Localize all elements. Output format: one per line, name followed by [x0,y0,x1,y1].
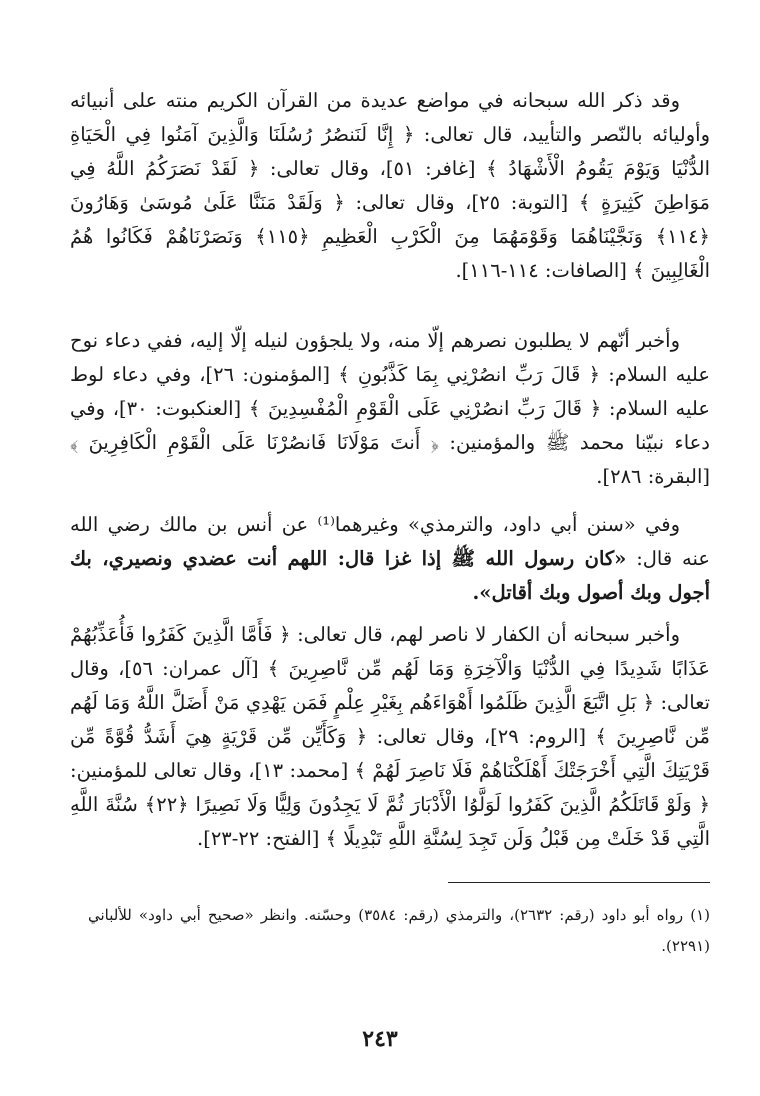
paragraph-3 [70,508,710,608]
paragraph-1 [70,84,710,310]
footnote-text: (١) رواه أبو داود (رقم: ٢٦٣٢)، والترمذي (رقم: ٣٥٨٤) وحسّنه. وانظر «صحيح أبي داود» للألباني (٢٢٩١). [88,906,711,955]
footnote-separator [448,882,710,883]
footnote [88,900,710,962]
paragraph-2-text: وأخبر أنّهم لا يطلبون نصرهم إلّا منه، ولا يلجؤون لنيله إلّا إليه، ففي دعاء نوح عليه السلام: ﴿ قَالَ رَبِّ انصُرْنِي بِمَا كَذَّبُونِ ﴾ [المؤمنون: ٢٦]، وفي دعاء لوط عليه السلام: ﴿ قَالَ رَبِّ انصُرْنِي عَلَى الْقَوْمِ الْمُفْسِدِينَ ﴾ [العنكبوت: ٣٠]، وفي دعاء نبيّنا محمد ﷺ والمؤمنين: ﴿ أَنتَ مَوْلَانَا فَانصُرْنَا عَلَى الْقَوْمِ الْكَافِرِينَ ﴾ [البقرة: ٢٨٦]. [70,329,710,488]
page-number: ٢٤٣ [362,1026,398,1052]
paragraph-3-text: وفي «سنن أبي داود، والترمذي» وغيرهما⁽¹⁾ عن أنس بن مالك رضي الله عنه قال: [70,513,710,570]
paragraph-1-text: وقد ذكر الله سبحانه في مواضع عديدة من القرآن الكريم منته على أنبيائه وأوليائه بالنّصر والتأييد، قال تعالى: ﴿ إِنَّا لَنَنصُرُ رُسُلَنَا وَالَّذِينَ آمَنُوا فِي الْحَيَاةِ الدُّنْيَا وَيَوْمَ يَقُومُ الْأَشْهَادُ ﴾ [غافر: ٥١]، وقال تعالى: ﴿ لَقَدْ نَصَرَكُمُ اللَّهُ فِي مَوَاطِنَ كَثِيرَةٍ ﴾ [التوبة: ٢٥]، وقال تعالى: ﴿ وَلَقَدْ مَنَنَّا عَلَىٰ مُوسَىٰ وَهَارُونَ ﴿١١٤﴾ وَنَجَّيْنَاهُمَا وَقَوْمَهُمَا مِنَ الْكَرْبِ الْعَظِيمِ ﴿١١٥﴾ وَنَصَرْنَاهُمْ فَكَانُوا هُمُ الْغَالِبِينَ ﴾ [الصافات: ١١٤-١١٦]. [70,89,710,282]
paragraph-4-text: وأخبر سبحانه أن الكفار لا ناصر لهم، قال تعالى: ﴿ فَأَمَّا الَّذِينَ كَفَرُوا فَأُعَذِّبُهُمْ عَذَابًا شَدِيدًا فِي الدُّنْيَا وَالْآخِرَةِ وَمَا لَهُم مِّن نَّاصِرِينَ ﴾ [آل عمران: ٥٦]، وقال تعالى: ﴿ بَلِ اتَّبَعَ الَّذِينَ ظَلَمُوا أَهْوَاءَهُم بِغَيْرِ عِلْمٍ فَمَن يَهْدِي مَنْ أَضَلَّ اللَّهُ وَمَا لَهُم مِّن نَّاصِرِينَ ﴾ [الروم: ٢٩]، وقال تعالى: ﴿ وَكَأَيِّن مِّن قَرْيَةٍ هِيَ أَشَدُّ قُوَّةً مِّن قَرْيَتِكَ الَّتِي أَخْرَجَتْكَ أَهْلَكْنَاهُمْ فَلَا نَاصِرَ لَهُمْ ﴾ [محمد: ١٣]، وقال تعالى للمؤمنين: ﴿ وَلَوْ قَاتَلَكُمُ الَّذِينَ كَفَرُوا لَوَلَّوُا الْأَدْبَارَ ثُمَّ لَا يَجِدُونَ وَلِيًّا وَلَا نَصِيرًا ﴿٢٢﴾ سُنَّةَ اللَّهِ الَّتِي قَدْ خَلَتْ مِن قَبْلُ وَلَن تَجِدَ لِسُنَّةِ اللَّهِ تَبْدِيلًا ﴾ [الفتح: ٢٢-٢٣]. [70,623,710,850]
paragraph-3-body [70,508,710,610]
paragraph-2 [70,324,710,500]
paragraph-4 [70,618,710,864]
hadith-quote: «كان رسول الله ﷺ إذا غزا قال: اللهم أنت عضدي ونصيري، بك أجول وبك أصول وبك أقاتل». [70,547,710,604]
